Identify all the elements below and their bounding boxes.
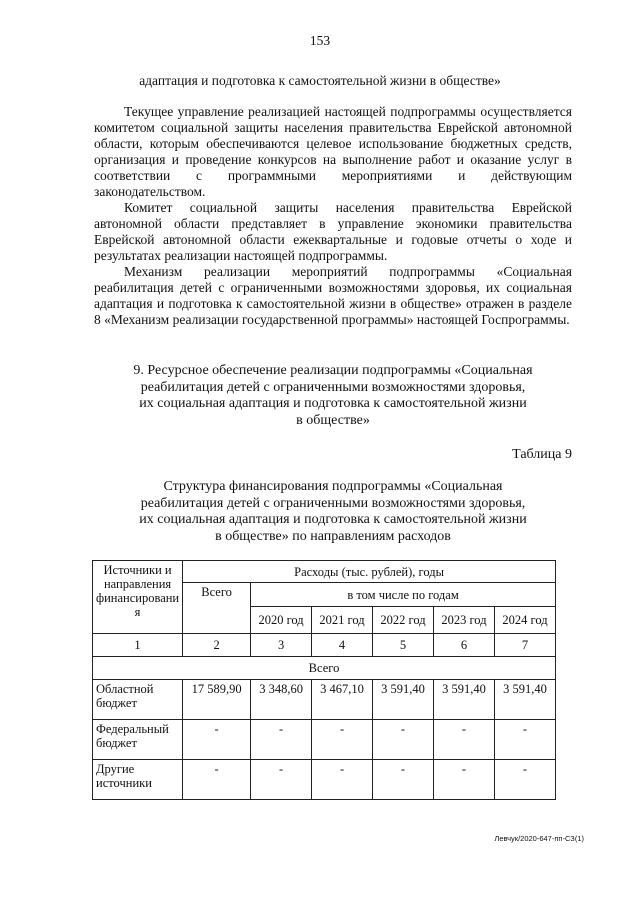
header-sources: Источники и направления финансировани я: [93, 561, 183, 634]
cell-value: 3 591,40: [373, 680, 434, 720]
cell-value: 3 591,40: [433, 680, 494, 720]
header-year: 2024 год: [494, 607, 555, 634]
section-heading-line-4: в обществе»: [296, 412, 370, 428]
cell-value: -: [312, 760, 373, 800]
cell-value: 3 591,40: [494, 680, 555, 720]
column-number: 3: [251, 634, 312, 657]
section-heading-line-1: 9. Ресурсное обеспечение реализации подпрограммы «Социальная: [133, 363, 533, 378]
cell-value: -: [494, 720, 555, 760]
header-expenses: Расходы (тыс. рублей), годы: [183, 561, 556, 583]
cell-value: -: [373, 720, 434, 760]
column-number: 1: [93, 634, 183, 657]
body-text: [94, 104, 572, 328]
row-label: Другие источники: [93, 760, 183, 800]
section-heading: [94, 363, 572, 429]
table-row: [93, 760, 556, 800]
column-number: 2: [183, 634, 251, 657]
row-label: Федеральный бюджет: [93, 720, 183, 760]
cell-value: 3 467,10: [312, 680, 373, 720]
header-year: 2021 год: [312, 607, 373, 634]
paragraph-2: Комитет социальной защиты населения правительства Еврейской автономной области представляет в управление экономики правительства Еврейской автономной области ежеквартальные и годовые отчеты о ходе и результатах реализации настоящей подпрограммы.: [94, 200, 572, 263]
page-number: 153: [309, 33, 331, 48]
table-caption-line-4: в обществе» по направлениям расходов: [215, 528, 451, 544]
table-caption-line-2: реабилитация детей с ограниченными возможностями здоровья,: [140, 495, 526, 511]
financing-table: [92, 560, 556, 800]
header-year: 2022 год: [373, 607, 434, 634]
table-row: [93, 680, 556, 720]
header-by-years: в том числе по годам: [251, 583, 556, 607]
header-total: Всего: [183, 583, 251, 634]
table-caption: [94, 479, 572, 545]
header-line: адаптация и подготовка к самостоятельной жизни в обществе»: [139, 73, 501, 88]
cell-value: -: [494, 760, 555, 800]
section-row-total: Всего: [93, 657, 556, 680]
cell-value: 17 589,90: [183, 680, 251, 720]
cell-value: -: [433, 720, 494, 760]
row-label: Областной бюджет: [93, 680, 183, 720]
footer-code: Левчук/2020-647-пп-СЗ(1): [494, 834, 584, 843]
table-caption-line-3: их социальная адаптация и подготовка к самостоятельной жизни: [139, 512, 527, 527]
cell-value: -: [183, 760, 251, 800]
section-heading-line-2: реабилитация детей с ограниченными возможностями здоровья,: [140, 379, 526, 395]
table-caption-line-1: Структура финансирования подпрограммы «Социальная: [163, 479, 503, 494]
cell-value: -: [433, 760, 494, 800]
column-number: 7: [494, 634, 555, 657]
table-row: [93, 720, 556, 760]
column-number: 4: [312, 634, 373, 657]
cell-value: -: [251, 760, 312, 800]
cell-value: 3 348,60: [251, 680, 312, 720]
column-number-row: [93, 634, 556, 657]
cell-value: -: [373, 760, 434, 800]
paragraph-1: Текущее управление реализацией настоящей подпрограммы осуществляется комитетом социальной защиты населения правительства Еврейской автономной области, которым обеспечиваются целевое использование бюджетных средств, организация и проведение конкурсов на выполнение работ и оказание услуг в соответствии с программными мероприятиями и действующим законодательством.: [94, 104, 572, 199]
cell-value: -: [183, 720, 251, 760]
paragraph-3: Механизм реализации мероприятий подпрограммы «Социальная реабилитация детей с ограниченными возможностями здоровья, их социальная адаптация и подготовка к самостоятельной жизни в обществе» отражен в разделе 8 «Механизм реализации государственной программы» настоящей Госпрограммы.: [94, 264, 572, 327]
header-year: 2023 год: [433, 607, 494, 634]
column-number: 6: [433, 634, 494, 657]
cell-value: -: [312, 720, 373, 760]
cell-value: -: [251, 720, 312, 760]
section-heading-line-3: их социальная адаптация и подготовка к самостоятельной жизни: [139, 396, 527, 411]
table-label: Таблица 9: [512, 447, 572, 462]
header-year: 2020 год: [251, 607, 312, 634]
column-number: 5: [373, 634, 434, 657]
